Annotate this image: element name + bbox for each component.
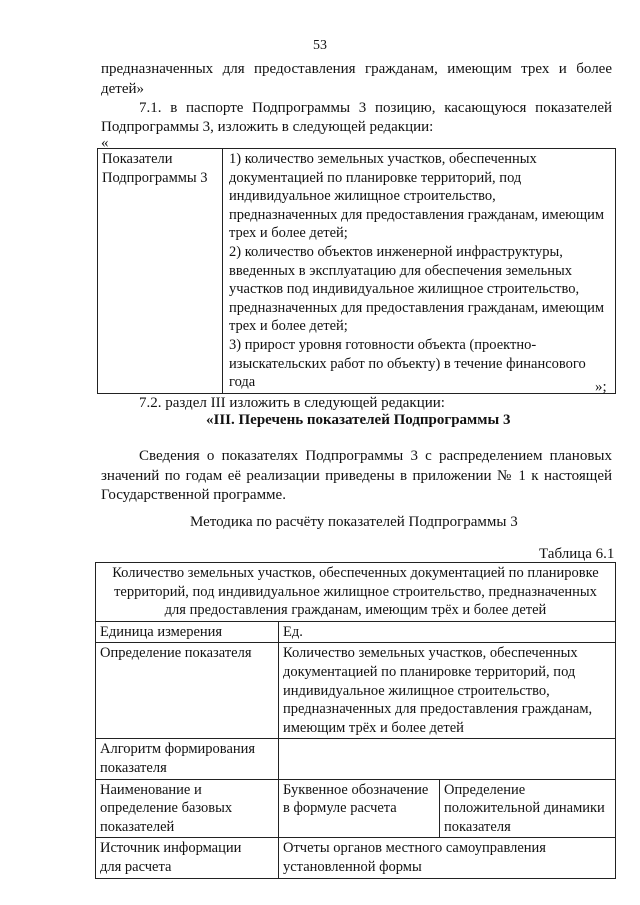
passport-line: индивидуальное жилищное строительство, bbox=[229, 188, 496, 205]
algorithm-label-line-1: Алгоритм формирования bbox=[100, 741, 256, 758]
letter-line: в формуле расчета bbox=[283, 800, 397, 817]
passport-line: трех и более детей; bbox=[229, 318, 348, 335]
definition-line: предназначенных для предоставления гражданам, bbox=[283, 701, 593, 718]
close-quote: »; bbox=[595, 379, 607, 395]
passport-label-line-1: Показатели bbox=[102, 151, 173, 167]
definition-line: индивидуальное жилищное строительство, bbox=[283, 682, 550, 699]
table-label: Таблица 6.1 bbox=[539, 546, 615, 562]
passport-line: предназначенных для предоставления гражданам, имеющим bbox=[229, 299, 605, 316]
algorithm-label-cell bbox=[96, 739, 279, 779]
base-label-line: показателей bbox=[100, 818, 175, 835]
unit-value-cell: Ед. bbox=[279, 621, 616, 643]
passport-line: 3) прирост уровня готовности объекта (проектно- bbox=[229, 336, 537, 353]
algorithm-value-cell bbox=[279, 739, 616, 779]
source-label-line: Источник информации bbox=[100, 840, 242, 857]
info-para-line-1: Сведения о показателях Подпрограммы 3 с распределением плановых bbox=[139, 448, 612, 464]
base-indicators-label-cell bbox=[96, 779, 279, 838]
positive-line: положительной динамики bbox=[444, 800, 605, 817]
passport-content-cell bbox=[223, 149, 616, 394]
passport-line: трех и более детей; bbox=[229, 225, 348, 242]
passport-label-line-2: Подпрограммы 3 bbox=[102, 169, 208, 186]
definition-line: Количество земельных участков, обеспеченных bbox=[283, 645, 578, 662]
header-line: территорий, под индивидуальное жилищное строительство, предназначенных bbox=[114, 583, 597, 600]
source-value-line: установленной формы bbox=[283, 858, 422, 875]
info-para-line-2: значений по годам её реализации приведены в приложении № 1 к настоящей bbox=[101, 468, 612, 484]
positive-dynamics-cell bbox=[440, 779, 616, 838]
passport-label-cell bbox=[98, 149, 223, 394]
positive-line: показателя bbox=[444, 818, 511, 835]
item-7-1-line-1: 7.1. в паспорте Подпрограммы 3 позицию, касающуюся показателей bbox=[139, 100, 612, 116]
section-heading: «III. Перечень показателей Подпрограммы 3 bbox=[206, 412, 511, 428]
source-value-cell bbox=[279, 838, 616, 878]
methodology-title: Методика по расчёту показателей Подпрограммы 3 bbox=[190, 514, 518, 530]
item-7-1-line-2: Подпрограммы 3, изложить в следующей редакции: bbox=[101, 119, 434, 135]
passport-line: введенных в эксплуатацию для обеспечения земельных bbox=[229, 262, 572, 279]
letter-line: Буквенное обозначение bbox=[283, 781, 429, 798]
passport-line: года bbox=[229, 374, 256, 391]
positive-line: Определение bbox=[444, 781, 526, 798]
passport-line: 1) количество земельных участков, обеспеченных bbox=[229, 151, 537, 167]
source-label-line: для расчета bbox=[100, 858, 172, 875]
passport-line: изыскательских работ по объекту) в течение финансового bbox=[229, 355, 586, 372]
intro-line-1: предназначенных для предоставления гражданам, имеющим трех и более bbox=[101, 61, 612, 77]
definition-label-cell: Определение показателя bbox=[96, 643, 279, 739]
item-7-2-line-1: 7.2. раздел III изложить в следующей редакции: bbox=[139, 395, 445, 411]
indicator-header-cell bbox=[96, 563, 616, 622]
source-value-line: Отчеты органов местного самоуправления bbox=[283, 840, 546, 857]
passport-indicators-table bbox=[97, 148, 616, 394]
info-para-line-3: Государственной программе. bbox=[101, 487, 286, 503]
definition-line: документацией по планировке территорий, под bbox=[283, 663, 576, 680]
open-quote: « bbox=[101, 135, 109, 151]
definition-value-cell bbox=[279, 643, 616, 739]
base-label-line: определение базовых bbox=[100, 800, 233, 817]
header-line: для предоставления гражданам, имеющим трёх и более детей bbox=[164, 602, 547, 619]
page-number: 53 bbox=[313, 38, 327, 53]
definition-line: имеющим трёх и более детей bbox=[283, 719, 464, 736]
intro-line-2: детей» bbox=[101, 81, 145, 97]
base-label-line: Наименование и bbox=[100, 781, 202, 798]
passport-line: участков под индивидуальное жилищное строительство, bbox=[229, 281, 580, 298]
passport-line: документацией по планировке территорий, под bbox=[229, 169, 522, 186]
passport-line: 2) количество объектов инженерной инфраструктуры, bbox=[229, 243, 563, 260]
letter-designation-cell bbox=[279, 779, 440, 838]
header-line: Количество земельных участков, обеспеченных документацией по планировке bbox=[112, 565, 599, 581]
passport-line: предназначенных для предоставления гражданам, имеющим bbox=[229, 206, 605, 223]
source-label-cell bbox=[96, 838, 279, 878]
indicator-method-table bbox=[95, 562, 616, 879]
algorithm-label-line-2: показателя bbox=[100, 759, 167, 776]
unit-label-cell: Единица измерения bbox=[96, 621, 279, 643]
